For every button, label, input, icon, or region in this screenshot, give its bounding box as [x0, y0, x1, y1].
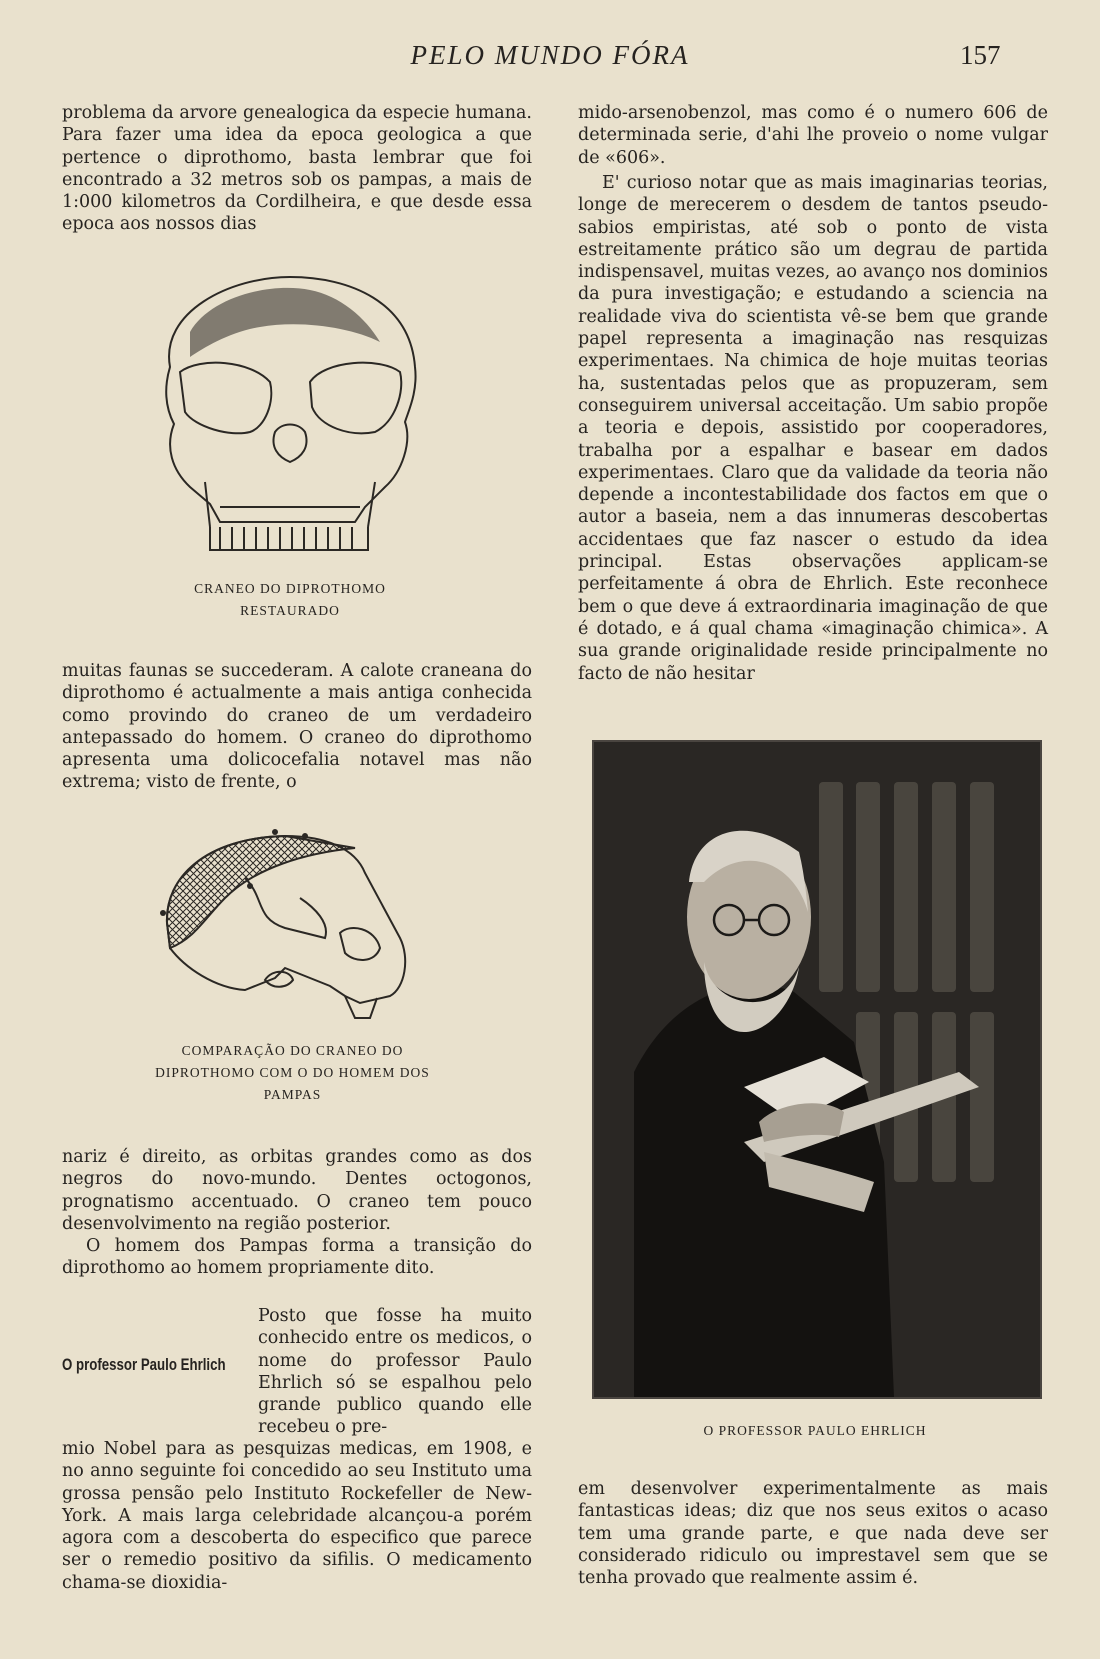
left-paragraph-5-lead: Posto que fosse ha muito conhecido entre os medicos, o nome do professor Paulo Ehrlich só se espalhou pelo grande publico quando elle recebeu o pre-	[258, 1306, 532, 1438]
right-paragraph-3: em desenvolver experimentalmente as mais fantasticas ideas; diz que nos seus exitos o acaso tem uma grande parte, e que nada deve ser considerado ridiculo ou imprestavel sem que se tenha provado que realmente assim é.	[578, 1479, 1048, 1589]
right-paragraph-2: E' curioso notar que as mais imaginarias teorias, longe de merecerem o desdem de tantos pseudo-sabios empiristas, até sob o ponto de vista estreitamente prático são um degrau de partida indispensavel, muitas vezes, ao avanço nos dominios da pura investigação; e estudando a sciencia na realidade viva do scientista vê-se bem que grande papel representa a imaginação nas resquizas experimentaes. Na chimica de hoje muitas teorias ha, sustentadas pelos que as propuzeram, sem conseguirem universal acceitação. Um sabio propõe a teoria e depois, assistido por cooperadores, trabalha por a espalhar e basear em dados experimentaes. Claro que da validade da teoria não depende a incontestabilidade dos factos em que o autor a baseia, nem a das innumeras descobertas accidentaes que faz nascer o estudo da idea principal. Estas observações applicam-se perfeitamente á obra de Ehrlich. Este reconhece bem o que deve á extraordinaria imaginação de que é dotado, e á qual chama «imaginação chimica». A sua grande originalidade reside principalmente no facto de não hesitar	[578, 173, 1048, 684]
photo-caption-professor: O PROFESSOR PAULO EHRLICH	[703, 1423, 927, 1438]
figure-caption-skull-restored: CRANEO DO DIPROTHOMO RESTAURADO	[194, 581, 386, 618]
portrait-image	[594, 742, 1040, 1397]
running-header-title: PELO MUNDO FÓRA	[410, 40, 690, 70]
figure-caption-skull-comparison: COMPARAÇÃO DO CRANEO DO DIPROTHOMO COM O DO HOMEM DOS PAMPAS	[155, 1043, 430, 1102]
portrait-photograph	[592, 740, 1042, 1399]
section-heading-paulo-ehrlich: O professor Paulo Ehrlich	[62, 1355, 226, 1374]
skull-comparison-illustration	[155, 828, 425, 1028]
left-paragraph-5-rest: mio Nobel para as pesquizas medicas, em 1908, e no anno seguinte foi concedido ao seu Instituto uma grossa pensão pelo Instituto Rockefeller de New-York. A mais larga celebridade alcançou-a porém agora com a descoberta do especifico que parece ser o remedio positivo da sifilis. O medicamento chama-se dioxidia-	[62, 1439, 532, 1593]
left-paragraph-3: nariz é direito, as orbitas grandes como as dos negros do novo-mundo. Dentes octogonos, prognatismo accentuado. O craneo tem pouco desenvolvimento na região posterior. O homem dos Pampas forma a transição do diprothomo ao homem propriamente dito.	[62, 1147, 532, 1279]
left-paragraph-1: problema da arvore genealogica da especie humana. Para fazer uma idea da epoca geologica a que pertence o diprothomo, basta lembrar que foi encontrado a 32 metros sob os pampas, a mais de 1:000 kilometros da Cordilheira, e que desde essa epoca aos nossos dias	[62, 103, 532, 235]
left-paragraph-2: muitas faunas se succederam. A calote craneana do diprothomo é actualmente a mais antiga conhecida como provindo do craneo de um verdadeiro antepassado do homem. O craneo do diprothomo apresenta uma dolicocefalia notavel mas não extrema; visto de frente, o	[62, 661, 532, 793]
skull-front-illustration	[150, 272, 430, 562]
page-number: 157	[960, 40, 1001, 70]
right-paragraph-1: mido-arsenobenzol, mas como é o numero 606 de determinada serie, d'ahi lhe proveio o nome vulgar de «606».	[578, 103, 1048, 168]
